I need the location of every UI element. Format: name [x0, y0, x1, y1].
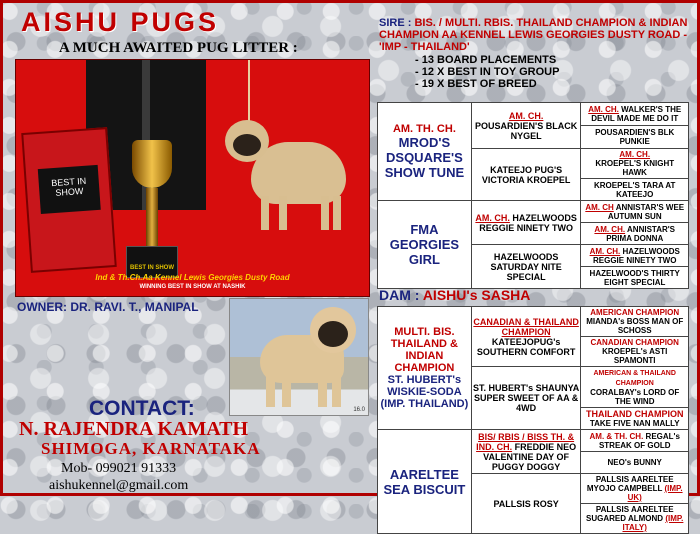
sire-ggp-5: AM. CH ANNISTAR'S WEE AUTUMN SUN — [581, 201, 689, 223]
sire-stat: - 12 X BEST IN TOY GROUP — [415, 66, 560, 78]
photo-tag: 16.0 — [353, 407, 365, 413]
sire-ggp-7: AM. CH. HAZELWOODS REGGIE NINETY TWO — [581, 245, 689, 267]
photo-caption-sub: WINNING BEST IN SHOW AT NASHIK — [139, 284, 246, 290]
dam-grandparent-1: CANADIAN & THAILAND CHAMPION KATEEJOPUG's SOUTHERN COMFORT — [471, 307, 581, 367]
sire-ggp-4: KROEPEL'S TARA AT KATEEJO — [581, 179, 689, 201]
trophy-icon — [126, 140, 178, 280]
sire-stat: - 19 X BEST OF BREED — [415, 78, 537, 90]
sire-grandparent-4: HAZELWOODS SATURDAY NITE SPECIAL — [471, 245, 581, 289]
dam-grandparent-2: ST. HUBERT's SHAUNYA SUPER SWEET OF AA & 4WD — [471, 367, 581, 430]
trophy-label: BEST IN SHOW — [126, 246, 178, 278]
dam-grandparent-3: BIS/ RBIS / BISS TH. & IND. CH. FREDDIE NEO VALENTINE DAY OF PUGGY DOGGY — [471, 430, 581, 474]
pug-dog-icon — [252, 307, 362, 407]
sire-stat: - 13 BOARD PLACEMENTS — [415, 54, 557, 66]
sire-grandparent-3: AM. CH. HAZELWOODS REGGIE NINETY TWO — [471, 201, 581, 245]
sire-show-photo — [15, 59, 370, 297]
contact-email[interactable]: aishukennel@gmail.com — [49, 478, 189, 493]
dam-ggp-5: AM. & TH. CH. REGAL's STREAK OF GOLD — [581, 430, 689, 452]
sire-ggp-3: AM. CH. KROEPEL'S KNIGHT HAWK — [581, 149, 689, 179]
sire-grandparent-1: AM. CH. POUSARDIEN'S BLACK NYGEL — [471, 103, 581, 149]
page-subtitle: A MUCH AWAITED PUG LITTER : — [59, 40, 298, 56]
sire-block — [379, 17, 697, 90]
leash — [248, 60, 250, 126]
sire-ggp-2: POUSARDIEN'S BLK PUNKIE — [581, 126, 689, 149]
photo-caption: Ind & Th.Ch.Aa Kennel Lewis Georgies Dusty Road — [95, 273, 290, 282]
bag-label: BEST IN SHOW — [38, 165, 101, 214]
contact-name: N. RAJENDRA KAMATH — [19, 418, 249, 440]
sire-ggp-6: AM. CH. ANNISTAR'S PRIMA DONNA — [581, 223, 689, 245]
sire-grandparent-2: KATEEJO PUG'S VICTORIA KROEPEL — [471, 149, 581, 201]
sire-label: SIRE : — [379, 17, 412, 29]
contact-heading: CONTACT: — [89, 397, 195, 420]
contact-mobile: Mob- 099021 91333 — [61, 461, 177, 476]
dam-heading: DAM : AISHU's SASHA — [379, 287, 531, 303]
dam-grandparent-4: PALLSIS ROSY — [471, 474, 581, 534]
dog-food-bag — [21, 127, 117, 273]
sire-ggp-8: HAZELWOOD'S THIRTY EIGHT SPECIAL — [581, 267, 689, 289]
dam-ggp-4: THAILAND CHAMPION TAKE FIVE NAN MALLY — [581, 408, 689, 430]
dam-ggp-3: AMERICAN & THAILAND CHAMPION CORALBAY's LORD OF THE WIND — [581, 367, 689, 408]
sire-pedigree-table — [377, 102, 689, 289]
dam-pedigree-table — [377, 306, 689, 534]
dam-ggp-8: PALLSIS AARELTEE SUGARED ALMOND (IMP. ITALY) — [581, 504, 689, 534]
sire-text: BIS. / MULTI. RBIS. THAILAND CHAMPION & INDIAN CHAMPION AA KENNEL LEWIS GEORGIES DUSTY ROAD - 'IMP - THAILAND' — [379, 17, 688, 53]
owner-label: OWNER: DR. RAVI. T., MANIPAL — [17, 300, 199, 314]
sire-stats — [415, 54, 697, 90]
page-title: AISHU PUGS — [21, 7, 220, 37]
dam-ggp-2: CANADIAN CHAMPION KROEPEL's ASTI SPAMONTI — [581, 337, 689, 367]
dam-ggp-7: PALLSIS AARELTEE MYOJO CAMPBELL (IMP. UK) — [581, 474, 689, 504]
sire-ggp-1: AM. CH. WALKER'S THE DEVIL MADE ME DO IT — [581, 103, 689, 126]
dam-photo — [229, 298, 369, 416]
dam-parent-1: MULTI. BIS. THAILAND & INDIAN CHAMPION ST. HUBERT's WISKIE-SODA (IMP. THAILAND) — [378, 307, 472, 430]
dam-parent-2: AARELTEE SEA BISCUIT — [378, 430, 472, 534]
sire-parent-1: AM. TH. CH. MROD'S DSQUARE'S SHOW TUNE — [378, 103, 472, 201]
dam-ggp-6: NEO's BUNNY — [581, 452, 689, 474]
dam-ggp-1: AMERICAN CHAMPION MIANDA's BOSS MAN OF SCHOSS — [581, 307, 689, 337]
pug-dog-icon — [221, 120, 351, 230]
contact-city: SHIMOGA, KARNATAKA — [41, 439, 261, 458]
sire-parent-2: FMA GEORGIES GIRL — [378, 201, 472, 289]
